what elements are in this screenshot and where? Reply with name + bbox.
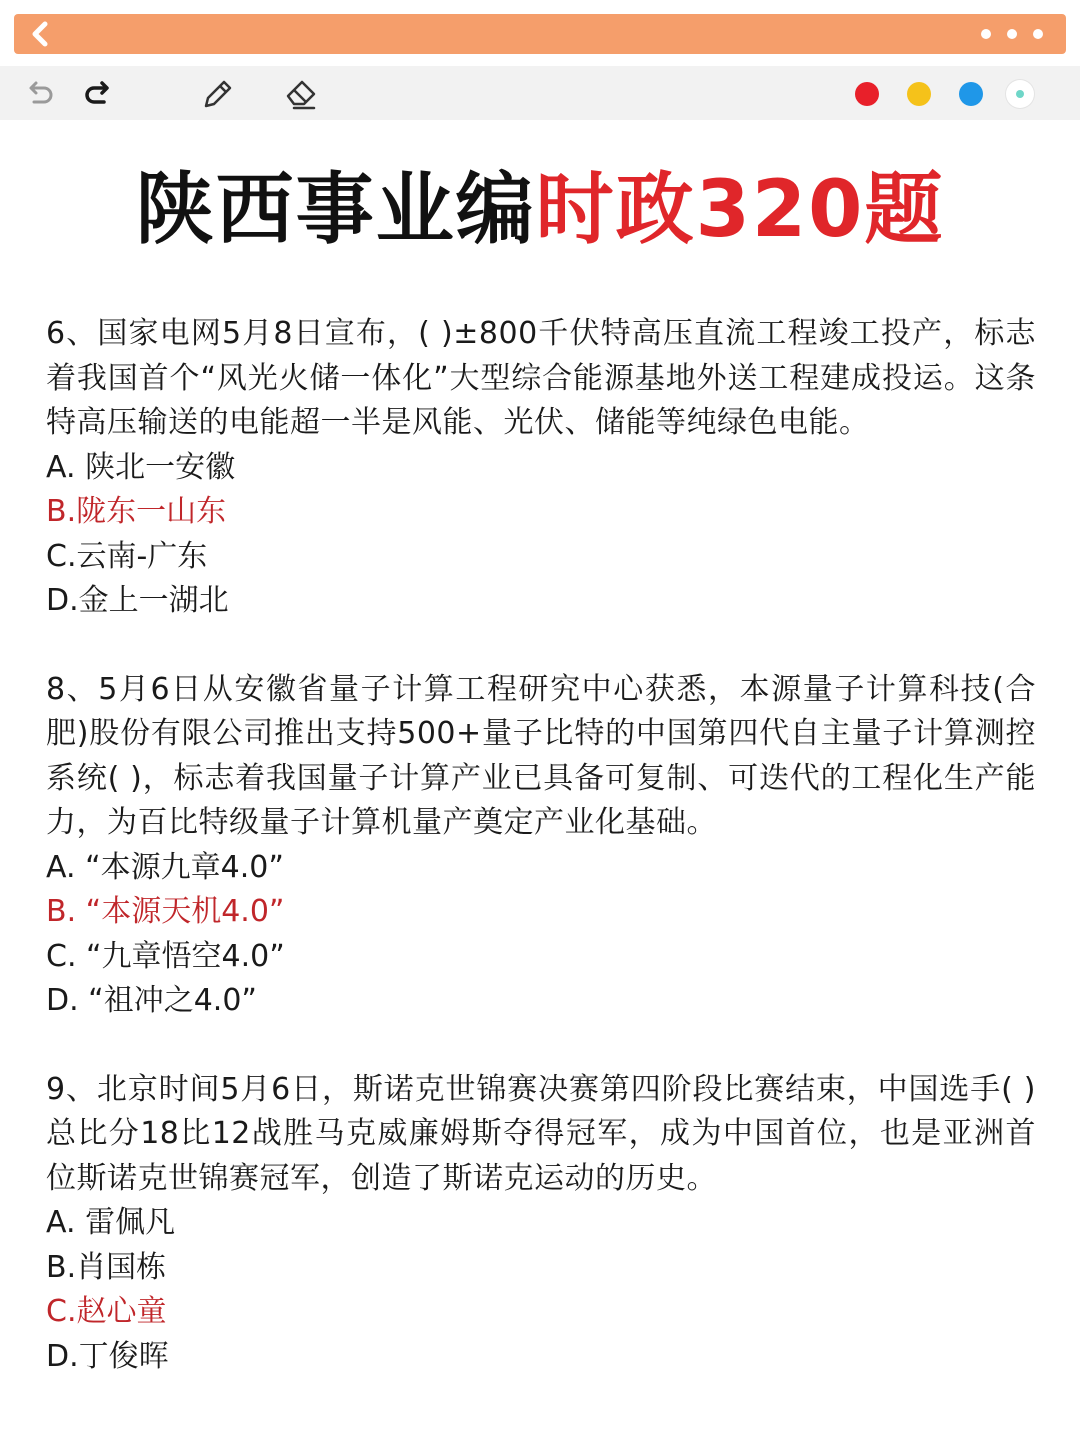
pencil-icon[interactable]	[198, 76, 234, 112]
option-b: B.肖国栋	[46, 1249, 167, 1285]
option-a: A. “本源九章4.0”	[46, 849, 284, 885]
question-item	[46, 312, 1036, 624]
option-d: D.金上一湖北	[46, 583, 229, 618]
white-color-swatch[interactable]	[1006, 80, 1034, 108]
option-b-correct: B.陇东一山东	[46, 494, 227, 529]
option-a: A. 陕北一安徽	[46, 449, 236, 485]
option-d: D. “祖冲之4.0”	[46, 983, 257, 1018]
page-title	[0, 160, 1080, 260]
title-part-red: 时政320题	[535, 165, 945, 255]
undo-icon[interactable]	[22, 76, 58, 112]
option-d: D.丁俊晖	[46, 1338, 169, 1374]
drawing-toolbar	[0, 66, 1080, 120]
question-text: 9、北京时间5月6日，斯诺克世锦赛决赛第四阶段比赛结束，中国选手( )总比分18比12战胜马克威廉姆斯夺得冠军，成为中国首位，也是亚洲首位斯诺克世锦赛冠军，创造了斯诺克运动的历史。	[46, 1071, 1036, 1196]
question-list	[46, 312, 1036, 1423]
redo-icon[interactable]	[80, 76, 116, 112]
yellow-color-swatch[interactable]	[907, 82, 931, 106]
option-c: C. “九章悟空4.0”	[46, 938, 285, 974]
option-a: A. 雷佩凡	[46, 1205, 176, 1240]
chevron-left-icon[interactable]	[26, 20, 54, 48]
selected-indicator	[1016, 90, 1024, 98]
option-c-correct: C.赵心童	[46, 1294, 167, 1329]
option-c: C.云南-广东	[46, 538, 208, 574]
question-item	[46, 668, 1036, 1024]
more-dots-icon[interactable]	[980, 28, 1044, 40]
blue-color-swatch[interactable]	[959, 82, 983, 106]
question-text: 8、5月6日从安徽省量子计算工程研究中心获悉，本源量子计算科技(合肥)股份有限公司推出支持500+量子比特的中国第四代自主量子计算测控系统( )，标志着我国量子计算产业已具备可复制、可迭代的工程化生产能力，为百比特级量子计算机量产奠定产业化基础。	[46, 671, 1036, 840]
question-text: 6、国家电网5月8日宣布，( )±800千伏特高压直流工程竣工投产，标志着我国首个“风光火储一体化”大型综合能源基地外送工程建成投运。这条特高压输送的电能超一半是风能、光伏、储能等纯绿色电能。	[46, 316, 1036, 440]
option-b-correct: B. “本源天机4.0”	[46, 894, 285, 929]
title-bar	[14, 14, 1066, 54]
eraser-icon[interactable]	[282, 76, 318, 112]
title-part-black: 陕西事业编	[135, 165, 536, 255]
red-color-swatch[interactable]	[855, 82, 879, 106]
question-item	[46, 1068, 1036, 1380]
